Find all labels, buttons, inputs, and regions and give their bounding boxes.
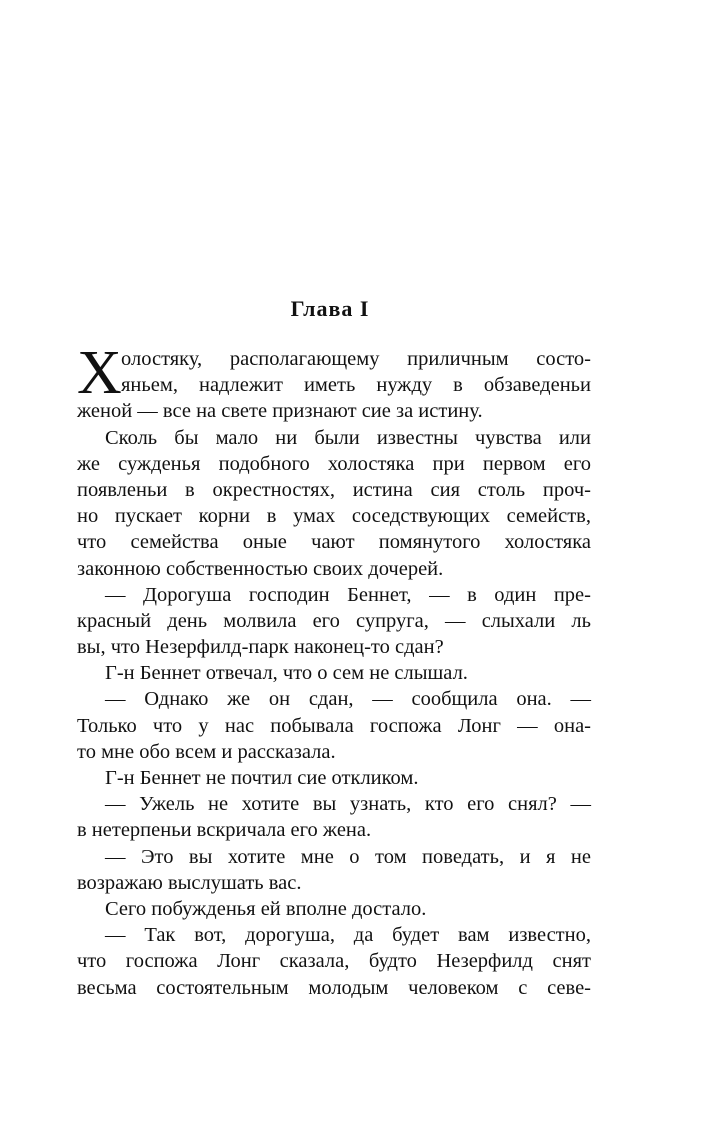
text-line: появленьи в окрестностях, истина сия столь проч- bbox=[77, 478, 591, 501]
paragraph bbox=[77, 765, 591, 791]
text-line: Сего побужденья ей вполне достало. bbox=[105, 897, 427, 920]
paragraph bbox=[77, 660, 591, 686]
text-line: Только что у нас побывала госпожа Лонг — она- bbox=[77, 714, 591, 737]
text-line: олостяку, располагающему приличным состо- bbox=[121, 348, 591, 370]
text-line: что семейства оные чают помянутого холостяка bbox=[77, 531, 591, 554]
chapter-text bbox=[77, 339, 591, 1001]
paragraph bbox=[77, 896, 591, 922]
text-line: женой — все на свете признают сие за истину. bbox=[77, 400, 483, 423]
text-line: что госпожа Лонг сказала, будто Незерфилд снят bbox=[77, 950, 591, 973]
text-line: же сужденья подобного холостяка при первом его bbox=[77, 452, 591, 475]
paragraph bbox=[77, 686, 591, 765]
text-line: — Это вы хотите мне о том поведать, и я не bbox=[105, 845, 591, 868]
text-line: — Так вот, дорогуша, да будет вам известно, bbox=[105, 924, 591, 947]
text-line: то мне обо всем и рассказала. bbox=[77, 740, 336, 763]
paragraph bbox=[77, 922, 591, 1001]
text-line: Г-н Беннет отвечал, что о сем не слышал. bbox=[105, 662, 468, 685]
text-line: но пускает корни в умах соседствующих семейств, bbox=[77, 505, 591, 528]
paragraph bbox=[77, 791, 591, 843]
text-line: Г-н Беннет не почтил сие откликом. bbox=[105, 767, 419, 789]
text-line: вы, что Незерфилд-парк наконец-то сдан? bbox=[77, 636, 444, 659]
text-line: — Однако же он сдан, — сообщила она. — bbox=[105, 688, 591, 711]
opening-paragraph bbox=[77, 339, 591, 425]
text-line: яньем, надлежит иметь нужду в обзаведеньи bbox=[121, 374, 591, 397]
text-line: красный день молвила его супруга, — слыхали ль bbox=[77, 609, 591, 632]
text-line: законною собственностью своих дочерей. bbox=[77, 557, 444, 580]
text-line: Сколь бы мало ни были известны чувства или bbox=[105, 426, 591, 449]
drop-cap-letter: Х bbox=[77, 339, 122, 407]
paragraph bbox=[77, 425, 591, 582]
paragraph bbox=[77, 844, 591, 896]
text-line: возражаю выслушать вас. bbox=[77, 871, 302, 894]
text-line: весьма состоятельным молодым человеком с севе- bbox=[77, 976, 591, 999]
text-line: — Ужель не хотите вы узнать, кто его снял? — bbox=[105, 793, 591, 816]
text-line: — Дорогуша господин Беннет, — в один пре- bbox=[105, 583, 591, 606]
text-line: в нетерпеньи вскричала его жена. bbox=[77, 819, 372, 842]
paragraph bbox=[77, 582, 591, 661]
chapter-title: Глава I bbox=[290, 296, 370, 321]
